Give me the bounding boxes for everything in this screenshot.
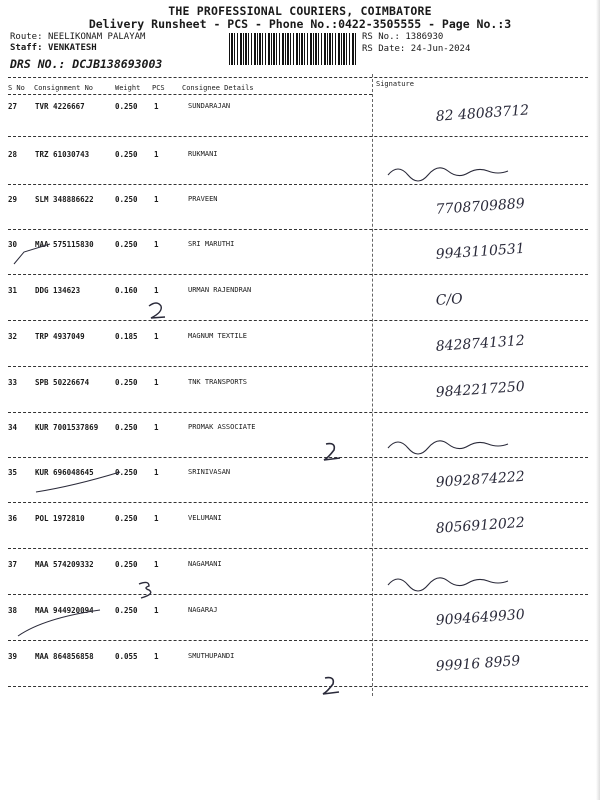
row-serial-number: 34 — [8, 423, 18, 432]
rs-date-label: RS Date: — [362, 44, 406, 54]
row-consignment-number: MAA 575115830 — [35, 240, 94, 249]
signature-phone-number: 99916 8959 — [435, 653, 521, 675]
row-consignment-number: TVR 4226667 — [35, 102, 85, 111]
staff-value: VENKATESH — [47, 43, 97, 53]
table-row — [0, 512, 600, 558]
row-serial-number: 36 — [8, 514, 18, 523]
row-pieces: 1 — [154, 240, 159, 249]
signature-handwriting — [378, 602, 588, 642]
signature-handwriting — [378, 146, 588, 186]
drs-number: DRS NO.: DCJB138693003 — [10, 57, 163, 71]
row-consignee-name: TNK TRANSPORTS — [188, 378, 248, 386]
runsheet-title: Delivery Runsheet - PCS - Phone No.:0422-3505555 - Page No.:3 — [88, 17, 512, 31]
row-weight: 0.250 — [115, 514, 138, 523]
row-weight: 0.250 — [115, 606, 138, 615]
row-weight: 0.250 — [115, 468, 138, 477]
signature-handwriting — [378, 648, 588, 688]
row-pieces: 1 — [154, 606, 159, 615]
row-consignee-name: SUNDARAJAN — [188, 102, 231, 110]
row-serial-number: 32 — [8, 332, 18, 341]
row-pieces: 1 — [154, 286, 159, 295]
row-consignment-number: KUR 696048645 — [35, 468, 94, 477]
table-row — [0, 650, 600, 696]
row-serial-number: 35 — [8, 468, 18, 477]
row-weight: 0.250 — [115, 240, 138, 249]
rs-no-value: 1386930 — [405, 32, 444, 42]
row-consignee-name: NAGARAJ — [188, 606, 218, 614]
signature-phone-number: 9842217250 — [435, 378, 526, 401]
staff-line — [10, 43, 97, 53]
row-serial-number: 31 — [8, 286, 18, 295]
mark-digit: 3 — [159, 600, 160, 601]
row-serial-number: 39 — [8, 652, 18, 661]
signature-handwriting — [378, 98, 588, 138]
mark-digit: 2 — [342, 462, 343, 463]
signature-phone-number: 9094649930 — [435, 606, 526, 629]
pen-stroke-row38 — [14, 608, 104, 638]
rs-date-line — [362, 44, 470, 54]
row-consignee-name: NAGAMANI — [188, 560, 222, 568]
col-header-consignment: Consignment No — [34, 84, 94, 92]
row-pieces: 1 — [154, 468, 159, 477]
row-serial-number: 28 — [8, 150, 18, 159]
row-serial-number: 29 — [8, 195, 18, 204]
table-row — [0, 558, 600, 604]
row-pieces: 1 — [154, 652, 159, 661]
signature-phone-number: 82 48083712 — [435, 102, 530, 125]
table-row — [0, 238, 600, 284]
row-weight: 0.250 — [115, 560, 138, 569]
header-bottom-rule — [8, 94, 372, 95]
row-consignment-number: MAA 944920094 — [35, 606, 94, 615]
row-pieces: 1 — [154, 102, 159, 111]
row-serial-number: 30 — [8, 240, 18, 249]
row-consignee-name: VELUMANI — [188, 514, 222, 522]
row-pieces: 1 — [154, 560, 159, 569]
signature-handwriting — [378, 510, 588, 550]
row-pieces: 1 — [154, 423, 159, 432]
staff-label: Staff: — [10, 43, 43, 53]
row-weight: 0.250 — [115, 102, 138, 111]
row-pieces: 1 — [154, 332, 159, 341]
row-weight: 0.055 — [115, 652, 138, 661]
row-weight: 0.160 — [115, 286, 138, 295]
scan-edge-shadow — [596, 0, 600, 800]
table-row — [0, 330, 600, 376]
row-consignee-name: SMUTHUPANDI — [188, 652, 235, 660]
signature-phone-number: 8056912022 — [435, 514, 526, 537]
row-pieces: 1 — [154, 150, 159, 159]
row-weight: 0.250 — [115, 195, 138, 204]
rs-no-label: RS No.: — [362, 32, 400, 42]
col-header-weight: Weight — [115, 84, 141, 92]
rs-number-line — [362, 32, 443, 42]
row-consignee-name: PROMAK ASSOCIATE — [188, 423, 256, 431]
row-serial-number: 38 — [8, 606, 18, 615]
row-weight: 0.250 — [115, 378, 138, 387]
signature-handwriting — [378, 556, 588, 596]
row-consignment-number: TRZ 61030743 — [35, 150, 90, 159]
route-label: Route: — [10, 32, 43, 42]
signature-phone-number: 7708709889 — [435, 195, 526, 218]
row-serial-number: 37 — [8, 560, 18, 569]
signature-handwriting — [378, 464, 588, 504]
pen-tick-mark — [10, 240, 70, 270]
route-line — [10, 32, 145, 42]
col-header-signature: Signature — [376, 80, 414, 88]
mark-digit: 2 — [167, 322, 168, 323]
row-consignment-number: KUR 7001537869 — [35, 423, 99, 432]
row-consignee-name: RUKMANI — [188, 150, 218, 158]
row-weight: 0.185 — [115, 332, 138, 341]
col-header-sno: S No — [8, 84, 25, 92]
table-row — [0, 148, 600, 194]
pen-stroke-row35 — [34, 468, 124, 496]
col-header-consignee: Consignee Details — [182, 84, 254, 92]
handwritten-mark-row31 — [143, 300, 173, 324]
row-consignment-number: DDG 134623 — [35, 286, 81, 295]
row-pieces: 1 — [154, 378, 159, 387]
row-weight: 0.250 — [115, 150, 138, 159]
row-consignee-name: SRI MARUTHI — [188, 240, 235, 248]
handwritten-mark-row39 — [317, 674, 347, 698]
row-consignee-name: MAGNUM TEXTILE — [188, 332, 248, 340]
rs-date-value: 24-Jun-2024 — [410, 44, 471, 54]
signature-handwriting — [378, 328, 588, 368]
table-row — [0, 421, 600, 467]
row-consignment-number: MAA 864856858 — [35, 652, 94, 661]
row-consignee-name: SRINIVASAN — [188, 468, 231, 476]
table-top-rule — [8, 77, 588, 78]
row-consignment-number: SLM 348886622 — [35, 195, 94, 204]
signature-handwriting — [378, 191, 588, 231]
route-value: NEELIKONAM PALAYAM — [47, 32, 146, 42]
row-pieces: 1 — [154, 195, 159, 204]
col-header-pcs: PCS — [152, 84, 165, 92]
table-row — [0, 284, 600, 330]
row-consignment-number: MAA 574209332 — [35, 560, 94, 569]
signature-phone-number: C/O — [435, 291, 464, 309]
company-title: THE PROFESSIONAL COURIERS, COIMBATORE — [168, 4, 432, 18]
row-pieces: 1 — [154, 514, 159, 523]
row-consignee-name: URMAN RAJENDRAN — [188, 286, 252, 294]
row-serial-number: 33 — [8, 378, 18, 387]
signature-phone-number: 9943110531 — [435, 240, 526, 263]
row-serial-number: 27 — [8, 102, 18, 111]
handwritten-mark-row34 — [318, 440, 348, 464]
signature-handwriting — [378, 282, 588, 322]
signature-handwriting — [378, 419, 588, 459]
row-consignee-name: PRAVEEN — [188, 195, 218, 203]
row-consignment-number: TRP 4937049 — [35, 332, 85, 341]
table-row — [0, 100, 600, 146]
signature-handwriting — [378, 374, 588, 414]
signature-handwriting — [378, 236, 588, 276]
mark-digit: 2 — [341, 696, 342, 697]
signature-phone-number: 9092874222 — [435, 468, 526, 491]
signature-phone-number: 8428741312 — [435, 332, 526, 355]
barcode-image — [229, 33, 357, 65]
row-consignment-number: POL 1972810 — [35, 514, 85, 523]
handwritten-mark-row37 — [135, 578, 165, 602]
row-consignment-number: SPB 50226674 — [35, 378, 90, 387]
row-weight: 0.250 — [115, 423, 138, 432]
table-row — [0, 376, 600, 422]
table-row — [0, 193, 600, 239]
